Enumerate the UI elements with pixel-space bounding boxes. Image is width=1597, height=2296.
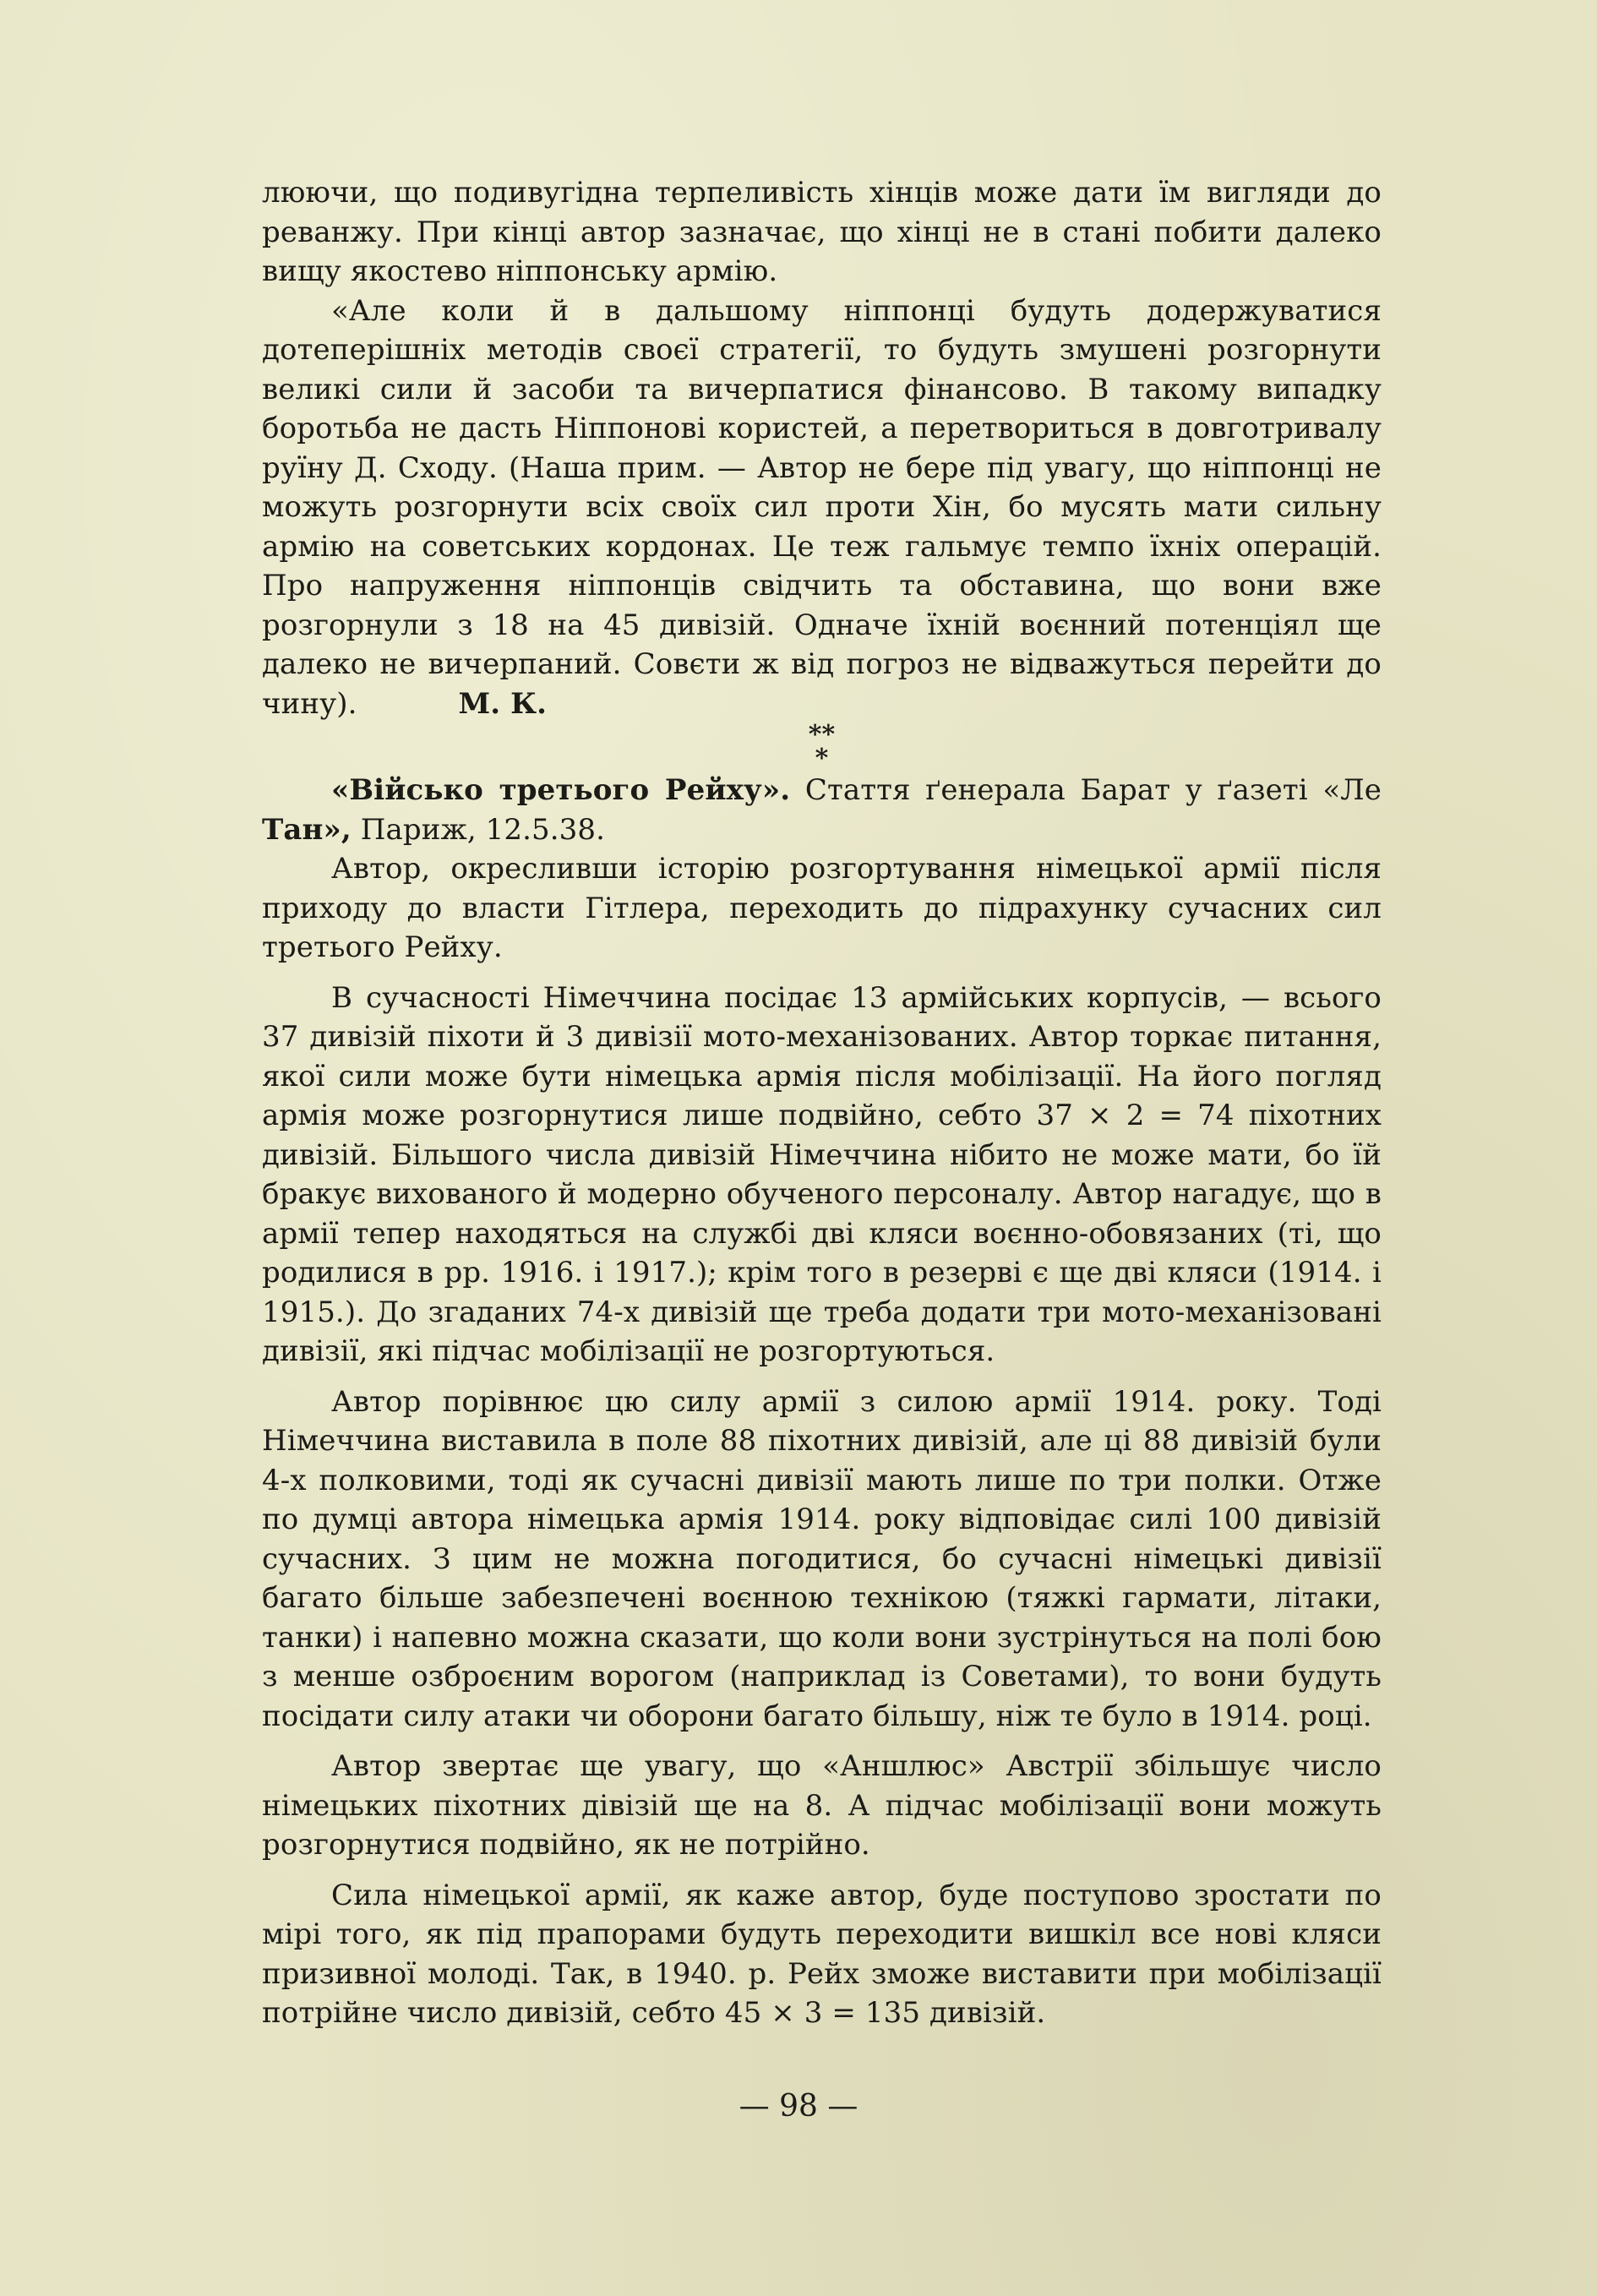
section-separator bbox=[262, 720, 1382, 773]
separator-stars-bottom: * bbox=[815, 744, 829, 773]
article2-place-date: Париж, 12.5.38. bbox=[351, 812, 606, 847]
article1-quote: «Але коли й в дальшому ніппонці будуть додержуватися дотеперішніх методів своєї стратегії, то будуть змушені розгорнути великі сили й засоби та вичерпатися фінансово. В такому випадку боротьба не дасть Ніппонові користей, а перетвориться в довготривалу руїну Д. Сходу. (Наша прим. — Автор не бере під увагу, що ніппонці не можуть розгорнути всіх своїх сил проти Хін, бо мусять мати сильну армію на советських кордонах. Це теж гальмує темпо їхніх операцій. Про напруження ніппонців свідчить та обставина, що вони вже розгорнули з 18 на 45 дивізій. Одначе їхній воєнний потенціял ще далеко не вичерпаний. Совєти ж від погроз не відважуться перейти до чину). bbox=[262, 293, 1382, 721]
article2-paragraph-1: Автор, окресливши історію розгортування німецької армії після приходу до власти Гітлера, переходить до підрахунку сучасних сил третього Рейху. bbox=[262, 852, 1382, 964]
author-signature: М. К. bbox=[458, 686, 548, 721]
article1-paragraph-1: люючи, що подивугідна терпеливість хінців може дати їм вигляди до реванжу. При кінці автор зазначає, що хінці не в стані побити далеко вищу якостево ніппонську армію. bbox=[262, 176, 1382, 288]
page-number: — 98 — bbox=[739, 2089, 858, 2124]
article2-headline: «Військо третього Рейху». bbox=[331, 773, 791, 807]
article2-paragraph-2: В сучасності Німеччина посідає 13 армійських корпусів, — всього 37 дивізій піхоти й 3 дивізії мото-механізованих. Автор торкає питання, якої сили може бути німецька армія після мобілізації. На його погляд армія може розгорнутися лише подвійно, себто 37 × 2 = 74 піхотних дивізій. Більшого числа дивізій Німеччина нібито не може мати, бо їй бракує вихованого й модерно обученого персоналу. Автор нагадує, що в армії тепер находяться на службі дві кляси воєнно-обовязаних (ті, що родилися в рр. 1916. і 1917.); крім того в резерві є ще дві кляси (1914. і 1915.). До згаданих 74-х дивізій ще треба додати три мото-механізовані дивізії, які підчас мобілізації не розгортуються. bbox=[262, 980, 1382, 1368]
article2-intro: Стаття ґенерала Барат у ґазеті «Ле bbox=[790, 773, 1382, 807]
article1-paragraph-2 bbox=[262, 292, 1382, 724]
article2-paragraph-5: Сила німецької армії, як каже автор, буде поступово зростати по мірі того, як під прапорами будуть переходити вишкіл все нові кляси призивної молоді. Так, в 1940. р. Рейх зможе виставити при мобілізації потрійне число дивізій, себто 45 × 3 = 135 дивізій. bbox=[262, 1878, 1382, 2030]
article2-paragraph-3: Автор порівнює цю силу армії з силою армії 1914. року. Тоді Німеччина виставила в поле 88 піхотних дивізій, але ці 88 дивізій були 4-х полковими, тоді як сучасні дивізії мають лише по три полки. Отже по думці автора німецька армія 1914. року відповідає силі 100 дивізій сучасних. З цим не можна погодитися, бо сучасні німецькі дивізії багато більше забезпечені воєнною технікою (тяжкі гармати, літаки, танки) і напевно можна сказати, що коли вони зустрінуться на полі бою з менше озброєним ворогом (наприклад із Советами), то вони будуть посідати силу атаки чи оборони багато більшу, ніж те було в 1914. році. bbox=[262, 1384, 1382, 1733]
separator-stars-top: ** bbox=[808, 720, 836, 750]
text-column bbox=[262, 173, 1382, 2033]
article2-paragraph-4: Автор звертає ще увагу, що «Аншлюс» Австрії збільшує число німецьких піхотних дівізій ще на 8. А підчас мобілізації вони можуть розгорнутися подвійно, як не потрійно. bbox=[262, 1749, 1382, 1862]
article2-source: Тан», bbox=[262, 812, 352, 847]
article2-heading bbox=[262, 771, 1382, 849]
